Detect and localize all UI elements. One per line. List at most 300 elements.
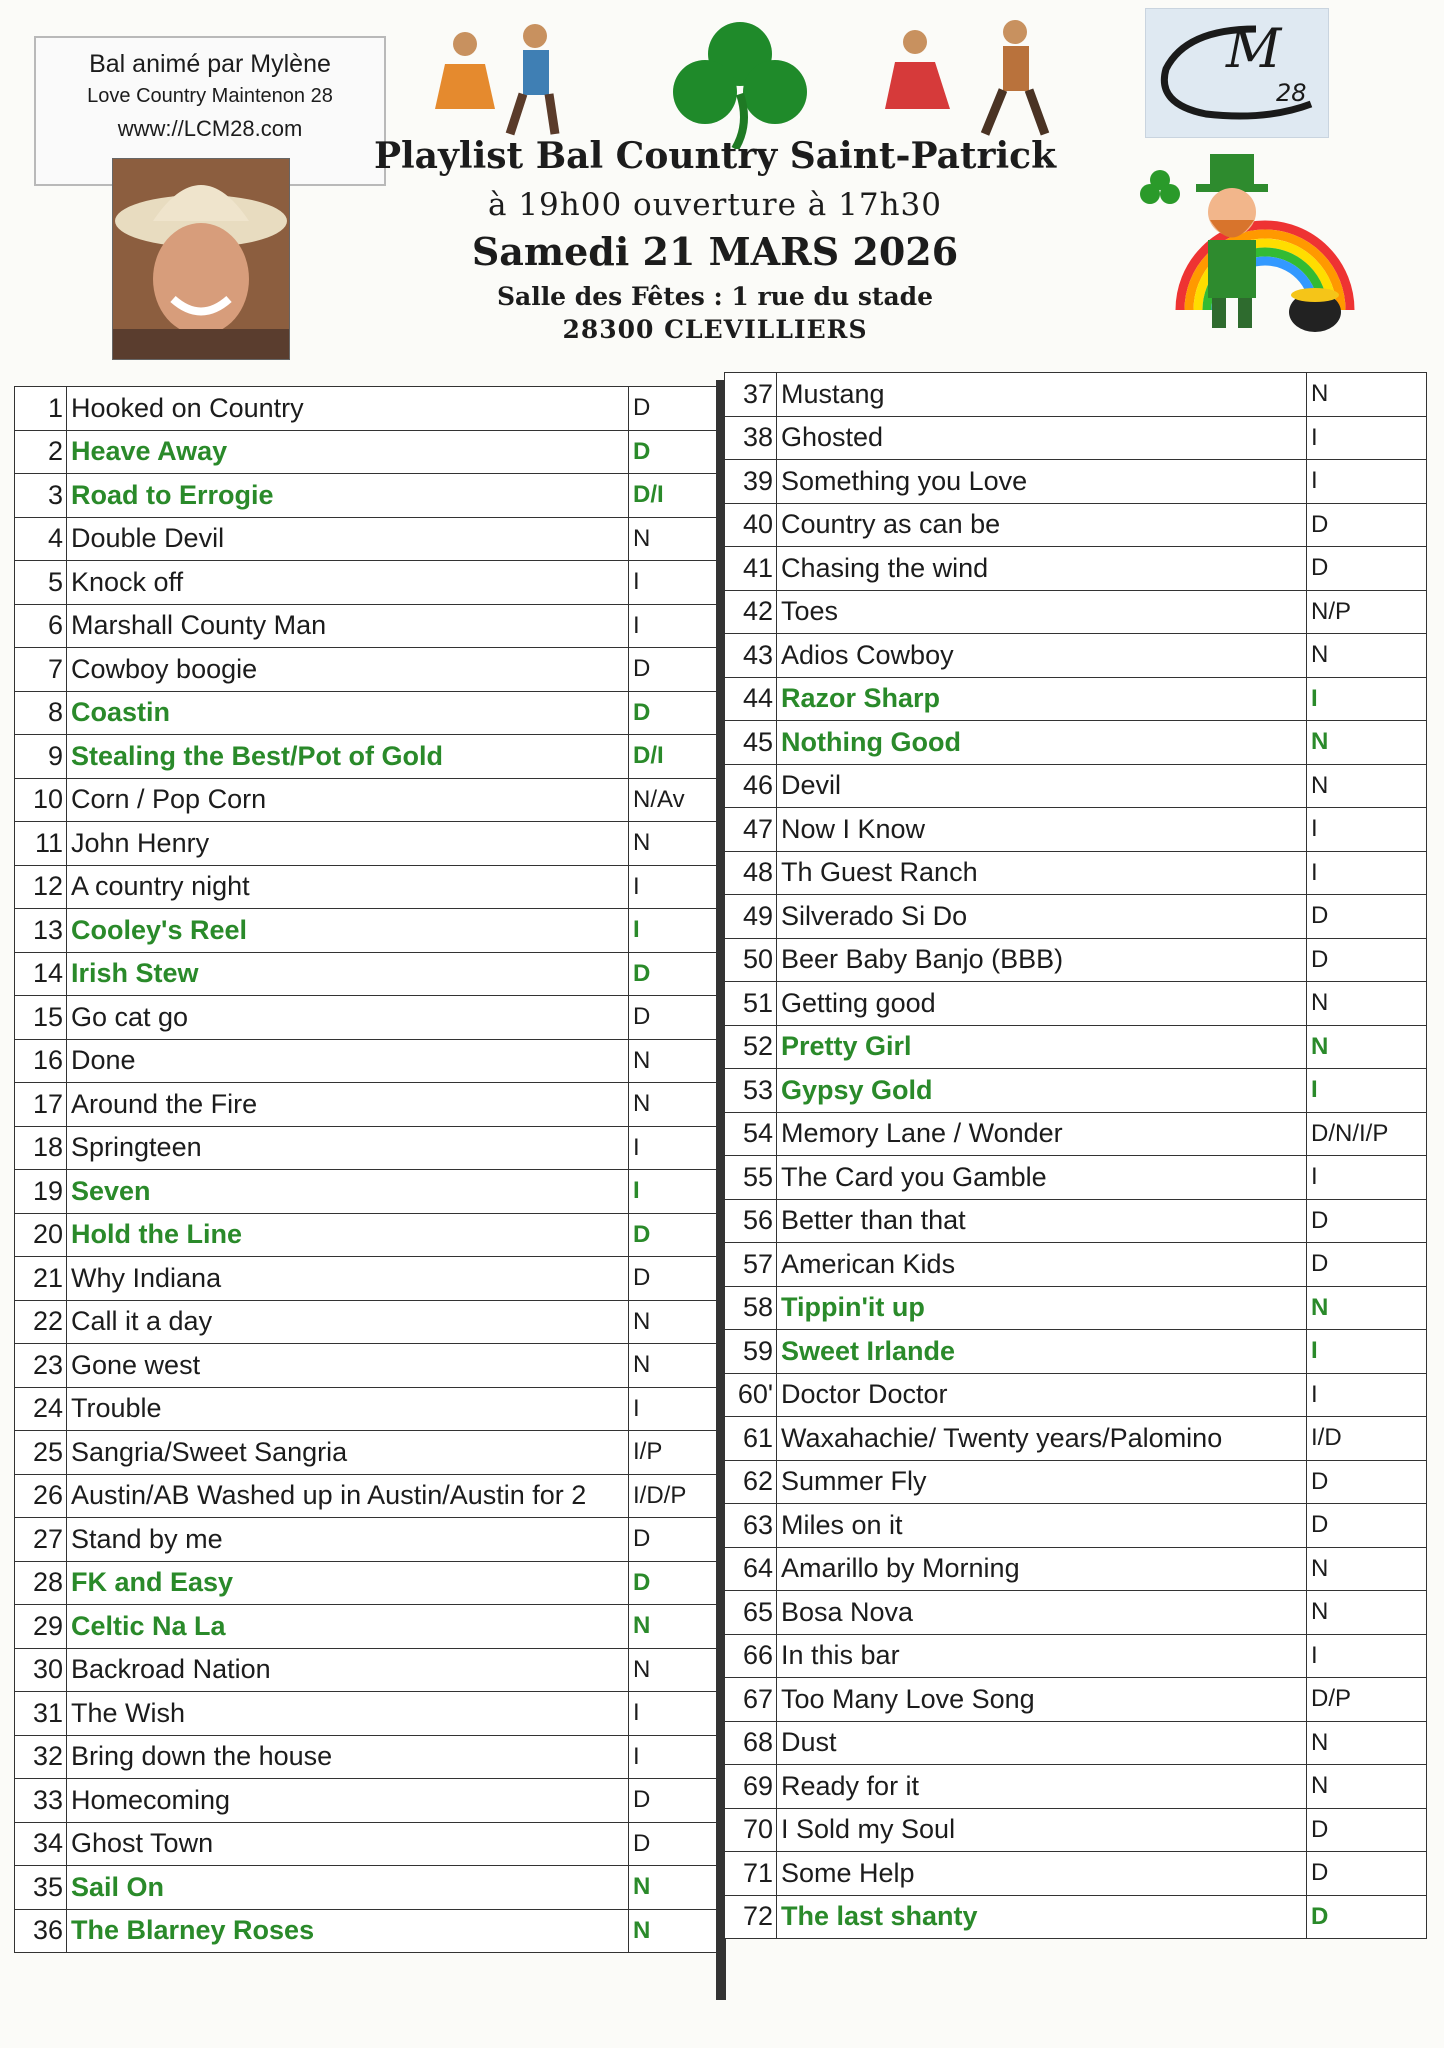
shamrock-icon xyxy=(673,22,807,149)
playlist-row xyxy=(725,1330,1427,1374)
dance-level: I xyxy=(1307,1634,1427,1678)
playlist-row xyxy=(15,604,719,648)
track-name: Springteen xyxy=(67,1126,629,1170)
dance-level: N xyxy=(629,1909,719,1953)
dance-level: N xyxy=(1307,764,1427,808)
dance-level: N xyxy=(629,822,719,866)
track-number: 12 xyxy=(15,865,67,909)
track-name: Chasing the wind xyxy=(777,547,1307,591)
track-number: 39 xyxy=(725,460,777,504)
track-number: 20 xyxy=(15,1213,67,1257)
track-number: 65 xyxy=(725,1591,777,1635)
dance-level: I xyxy=(1307,677,1427,721)
track-number: 51 xyxy=(725,982,777,1026)
dance-level: D xyxy=(629,1257,719,1301)
dance-level: N xyxy=(629,1344,719,1388)
track-number: 10 xyxy=(15,778,67,822)
dance-level: D/N/I/P xyxy=(1307,1112,1427,1156)
track-number: 8 xyxy=(15,691,67,735)
logo-number: 28 xyxy=(1276,79,1307,107)
playlist-row xyxy=(725,1721,1427,1765)
track-name: Marshall County Man xyxy=(67,604,629,648)
track-number: 70 xyxy=(725,1808,777,1852)
dance-level: N xyxy=(1307,1025,1427,1069)
track-name: Memory Lane / Wonder xyxy=(777,1112,1307,1156)
dance-level: I xyxy=(1307,1373,1427,1417)
playlist-row xyxy=(725,1025,1427,1069)
playlist-row xyxy=(725,1156,1427,1200)
dance-level: D xyxy=(629,430,719,474)
track-number: 1 xyxy=(15,387,67,431)
playlist-row xyxy=(15,1387,719,1431)
track-name: Irish Stew xyxy=(67,952,629,996)
playlist-row xyxy=(725,503,1427,547)
track-name: Ready for it xyxy=(777,1765,1307,1809)
playlist-row xyxy=(15,1735,719,1779)
track-name: Knock off xyxy=(67,561,629,605)
track-number: 41 xyxy=(725,547,777,591)
dance-level: I xyxy=(1307,416,1427,460)
playlist-row xyxy=(15,387,719,431)
track-name: Corn / Pop Corn xyxy=(67,778,629,822)
playlist-row xyxy=(725,721,1427,765)
playlist-row xyxy=(15,561,719,605)
dance-level: N xyxy=(1307,721,1427,765)
playlist-row xyxy=(725,1895,1427,1939)
playlist-row xyxy=(15,517,719,561)
dance-level: N xyxy=(629,1039,719,1083)
track-number: 29 xyxy=(15,1605,67,1649)
dance-level: I xyxy=(1307,1330,1427,1374)
track-name: Why Indiana xyxy=(67,1257,629,1301)
dance-level: D xyxy=(629,1518,719,1562)
track-name: Done xyxy=(67,1039,629,1083)
dance-level: I xyxy=(629,1126,719,1170)
track-name: Pretty Girl xyxy=(777,1025,1307,1069)
playlist-row xyxy=(15,952,719,996)
playlist-row xyxy=(725,1286,1427,1330)
track-name: Trouble xyxy=(67,1387,629,1431)
track-name: Beer Baby Banjo (BBB) xyxy=(777,938,1307,982)
logo-letter-m: M xyxy=(1226,17,1282,80)
event-heading xyxy=(340,135,1090,344)
dance-level: I xyxy=(1307,808,1427,852)
track-number: 63 xyxy=(725,1504,777,1548)
playlist-row xyxy=(15,822,719,866)
dance-level: D xyxy=(629,648,719,692)
track-name: Dust xyxy=(777,1721,1307,1765)
dance-level: N xyxy=(1307,1765,1427,1809)
playlist-row xyxy=(725,373,1427,417)
organizer-line: Bal animé par Mylène xyxy=(89,50,331,78)
track-number: 9 xyxy=(15,735,67,779)
track-number: 30 xyxy=(15,1648,67,1692)
dance-level: D xyxy=(629,1213,719,1257)
dance-level: I xyxy=(629,909,719,953)
track-number: 59 xyxy=(725,1330,777,1374)
event-city: 28300 CLEVILLIERS xyxy=(562,315,868,344)
track-name: Mustang xyxy=(777,373,1307,417)
leprechaun-rainbow-image xyxy=(1130,140,1360,340)
playlist-row xyxy=(725,851,1427,895)
track-name: Too Many Love Song xyxy=(777,1678,1307,1722)
dance-level: I xyxy=(629,604,719,648)
track-name: Gone west xyxy=(67,1344,629,1388)
dance-level: D xyxy=(1307,503,1427,547)
track-number: 53 xyxy=(725,1069,777,1113)
track-name: Summer Fly xyxy=(777,1460,1307,1504)
track-number: 47 xyxy=(725,808,777,852)
playlist-row xyxy=(15,1605,719,1649)
track-name: FK and Easy xyxy=(67,1561,629,1605)
playlist-row xyxy=(15,909,719,953)
playlist-row xyxy=(15,1909,719,1953)
track-number: 64 xyxy=(725,1547,777,1591)
dance-level: D xyxy=(629,1779,719,1823)
playlist-row xyxy=(15,1257,719,1301)
track-number: 68 xyxy=(725,1721,777,1765)
track-name: Sail On xyxy=(67,1866,629,1910)
playlist-row xyxy=(725,1547,1427,1591)
dance-level: D xyxy=(629,996,719,1040)
playlist-row xyxy=(15,691,719,735)
track-name: Go cat go xyxy=(67,996,629,1040)
track-name: Nothing Good xyxy=(777,721,1307,765)
track-name: The Blarney Roses xyxy=(67,1909,629,1953)
track-name: Cowboy boogie xyxy=(67,648,629,692)
dance-level: I xyxy=(629,1387,719,1431)
track-name: Austin/AB Washed up in Austin/Austin for 2 xyxy=(67,1474,629,1518)
club-logo xyxy=(1145,8,1329,138)
playlist-row xyxy=(725,895,1427,939)
playlist-row xyxy=(15,1170,719,1214)
playlist-row xyxy=(725,1504,1427,1548)
track-number: 40 xyxy=(725,503,777,547)
playlist-row xyxy=(15,1344,719,1388)
event-venue: Salle des Fêtes : 1 rue du stade xyxy=(496,282,934,311)
track-number: 7 xyxy=(15,648,67,692)
track-number: 19 xyxy=(15,1170,67,1214)
track-number: 31 xyxy=(15,1692,67,1736)
track-name: Stealing the Best/Pot of Gold xyxy=(67,735,629,779)
track-number: 2 xyxy=(15,430,67,474)
track-number: 58 xyxy=(725,1286,777,1330)
track-name: Better than that xyxy=(777,1199,1307,1243)
dance-level: I/D/P xyxy=(629,1474,719,1518)
track-number: 49 xyxy=(725,895,777,939)
track-name: A country night xyxy=(67,865,629,909)
dance-level: N/Av xyxy=(629,778,719,822)
dance-level: D xyxy=(1307,1808,1427,1852)
playlist-row xyxy=(15,1431,719,1475)
track-number: 38 xyxy=(725,416,777,460)
track-name: Th Guest Ranch xyxy=(777,851,1307,895)
playlist-row xyxy=(15,735,719,779)
track-number: 71 xyxy=(725,1852,777,1896)
track-name: Stand by me xyxy=(67,1518,629,1562)
track-number: 4 xyxy=(15,517,67,561)
track-name: Double Devil xyxy=(67,517,629,561)
event-time: à 19h00 ouverture à 17h30 xyxy=(488,187,942,223)
track-number: 42 xyxy=(725,590,777,634)
playlist-row xyxy=(15,865,719,909)
dance-level: N xyxy=(629,1083,719,1127)
track-number: 37 xyxy=(725,373,777,417)
track-number: 23 xyxy=(15,1344,67,1388)
dance-level: D/I xyxy=(629,474,719,518)
playlist-row xyxy=(15,1648,719,1692)
track-number: 27 xyxy=(15,1518,67,1562)
track-number: 61 xyxy=(725,1417,777,1461)
track-name: The Card you Gamble xyxy=(777,1156,1307,1200)
track-number: 69 xyxy=(725,1765,777,1809)
dance-level: I xyxy=(1307,1156,1427,1200)
track-number: 46 xyxy=(725,764,777,808)
dance-level: D xyxy=(629,952,719,996)
dance-level: N/P xyxy=(1307,590,1427,634)
track-name: Country as can be xyxy=(777,503,1307,547)
dance-level: N xyxy=(1307,982,1427,1026)
dance-level: D xyxy=(629,1561,719,1605)
dance-level: N xyxy=(1307,1547,1427,1591)
dance-level: D/P xyxy=(1307,1678,1427,1722)
playlist-row xyxy=(15,1126,719,1170)
track-number: 26 xyxy=(15,1474,67,1518)
track-number: 13 xyxy=(15,909,67,953)
playlist-row xyxy=(725,1765,1427,1809)
dance-level: N xyxy=(1307,634,1427,678)
playlist-row xyxy=(725,1460,1427,1504)
dance-level: D xyxy=(1307,1460,1427,1504)
track-name: Cooley's Reel xyxy=(67,909,629,953)
track-name: Heave Away xyxy=(67,430,629,474)
track-number: 60' xyxy=(725,1373,777,1417)
track-name: Something you Love xyxy=(777,460,1307,504)
dance-level: D xyxy=(629,1822,719,1866)
track-name: Some Help xyxy=(777,1852,1307,1896)
track-name: Hooked on Country xyxy=(67,387,629,431)
track-name: Celtic Na La xyxy=(67,1605,629,1649)
dancer-couple-right-image xyxy=(885,20,1045,134)
track-name: Devil xyxy=(777,764,1307,808)
playlist-row xyxy=(15,1039,719,1083)
dancer-couple-left-image xyxy=(435,24,555,134)
dance-level: D xyxy=(1307,1504,1427,1548)
playlist-row xyxy=(15,778,719,822)
playlist-row xyxy=(725,416,1427,460)
playlist-row xyxy=(725,808,1427,852)
track-name: Razor Sharp xyxy=(777,677,1307,721)
playlist-row xyxy=(725,938,1427,982)
dance-level: D xyxy=(1307,1199,1427,1243)
track-name: Amarillo by Morning xyxy=(777,1547,1307,1591)
dance-level: D xyxy=(629,387,719,431)
playlist-row xyxy=(725,1808,1427,1852)
track-name: Ghosted xyxy=(777,416,1307,460)
playlist-row xyxy=(725,677,1427,721)
track-number: 22 xyxy=(15,1300,67,1344)
playlist-row xyxy=(15,1083,719,1127)
playlist-row xyxy=(725,460,1427,504)
playlist-row xyxy=(725,1678,1427,1722)
track-number: 21 xyxy=(15,1257,67,1301)
dance-level: I/P xyxy=(629,1431,719,1475)
track-number: 54 xyxy=(725,1112,777,1156)
track-number: 62 xyxy=(725,1460,777,1504)
dance-level: I xyxy=(629,1735,719,1779)
playlist-row xyxy=(725,1634,1427,1678)
track-name: Road to Errogie xyxy=(67,474,629,518)
track-name: Ghost Town xyxy=(67,1822,629,1866)
dance-level: D xyxy=(1307,547,1427,591)
track-name: Miles on it xyxy=(777,1504,1307,1548)
playlist-row xyxy=(15,1822,719,1866)
track-name: Doctor Doctor xyxy=(777,1373,1307,1417)
track-number: 45 xyxy=(725,721,777,765)
track-number: 25 xyxy=(15,1431,67,1475)
shamrock-small-icon xyxy=(1140,170,1180,204)
track-name: John Henry xyxy=(67,822,629,866)
playlist-row xyxy=(15,430,719,474)
pot-of-gold-icon xyxy=(1289,288,1341,332)
playlist-row xyxy=(725,1417,1427,1461)
track-name: I Sold my Soul xyxy=(777,1808,1307,1852)
track-number: 57 xyxy=(725,1243,777,1287)
dance-level: D/I xyxy=(629,735,719,779)
track-name: Bosa Nova xyxy=(777,1591,1307,1635)
track-name: Bring down the house xyxy=(67,1735,629,1779)
track-number: 28 xyxy=(15,1561,67,1605)
track-name: Coastin xyxy=(67,691,629,735)
playlist-row xyxy=(725,1243,1427,1287)
track-name: Getting good xyxy=(777,982,1307,1026)
playlist-row xyxy=(725,1069,1427,1113)
playlist-row xyxy=(15,1474,719,1518)
dance-level: N xyxy=(1307,1591,1427,1635)
playlist-row xyxy=(15,1300,719,1344)
track-number: 6 xyxy=(15,604,67,648)
playlist-row xyxy=(15,996,719,1040)
track-number: 33 xyxy=(15,1779,67,1823)
dance-level: I xyxy=(629,865,719,909)
dance-level: N xyxy=(1307,1286,1427,1330)
track-number: 3 xyxy=(15,474,67,518)
dance-level: D xyxy=(1307,1895,1427,1939)
playlist-row xyxy=(15,1213,719,1257)
dance-level: N xyxy=(1307,373,1427,417)
playlist-row xyxy=(15,648,719,692)
dance-level: I xyxy=(1307,460,1427,504)
playlist-row xyxy=(725,590,1427,634)
track-number: 34 xyxy=(15,1822,67,1866)
track-number: 48 xyxy=(725,851,777,895)
track-name: Gypsy Gold xyxy=(777,1069,1307,1113)
track-number: 67 xyxy=(725,1678,777,1722)
dance-level: N xyxy=(629,1648,719,1692)
dance-level: I/D xyxy=(1307,1417,1427,1461)
track-number: 55 xyxy=(725,1156,777,1200)
track-name: The last shanty xyxy=(777,1895,1307,1939)
track-name: Around the Fire xyxy=(67,1083,629,1127)
track-name: Hold the Line xyxy=(67,1213,629,1257)
track-name: The Wish xyxy=(67,1692,629,1736)
track-number: 36 xyxy=(15,1909,67,1953)
playlist-row xyxy=(15,1561,719,1605)
dance-level: N xyxy=(629,1300,719,1344)
lcm28-logo-icon xyxy=(1146,9,1328,137)
track-number: 18 xyxy=(15,1126,67,1170)
dance-level: D xyxy=(1307,1852,1427,1896)
track-name: Homecoming xyxy=(67,1779,629,1823)
track-number: 44 xyxy=(725,677,777,721)
track-number: 11 xyxy=(15,822,67,866)
playlist-table-left xyxy=(14,386,719,1953)
track-number: 5 xyxy=(15,561,67,605)
dance-level: N xyxy=(629,1866,719,1910)
playlist-row xyxy=(725,982,1427,1026)
dance-level: D xyxy=(1307,938,1427,982)
track-name: Call it a day xyxy=(67,1300,629,1344)
dance-level: I xyxy=(1307,851,1427,895)
track-number: 43 xyxy=(725,634,777,678)
track-number: 66 xyxy=(725,1634,777,1678)
playlist-row xyxy=(725,764,1427,808)
dance-level: D xyxy=(1307,1243,1427,1287)
club-name: Love Country Maintenon 28 xyxy=(87,85,333,107)
playlist-row xyxy=(15,474,719,518)
track-name: Adios Cowboy xyxy=(777,634,1307,678)
playlist-row xyxy=(725,1199,1427,1243)
playlist-row xyxy=(725,1591,1427,1635)
dance-level: N xyxy=(629,517,719,561)
track-number: 56 xyxy=(725,1199,777,1243)
track-name: Seven xyxy=(67,1170,629,1214)
playlist-row xyxy=(15,1779,719,1823)
track-number: 17 xyxy=(15,1083,67,1127)
playlist-table-right xyxy=(724,372,1427,1939)
playlist-row xyxy=(15,1518,719,1562)
event-date: Samedi 21 MARS 2026 xyxy=(471,229,959,274)
playlist-title: Playlist Bal Country Saint-Patrick xyxy=(373,135,1057,177)
dance-level: D xyxy=(1307,895,1427,939)
dance-level: D xyxy=(629,691,719,735)
track-number: 50 xyxy=(725,938,777,982)
track-number: 15 xyxy=(15,996,67,1040)
playlist-row xyxy=(725,1852,1427,1896)
track-name: Now I Know xyxy=(777,808,1307,852)
dance-level: I xyxy=(629,561,719,605)
playlist-row xyxy=(725,1112,1427,1156)
playlist-row xyxy=(15,1692,719,1736)
track-name: Sweet Irlande xyxy=(777,1330,1307,1374)
dance-level: I xyxy=(629,1692,719,1736)
playlist-row xyxy=(725,547,1427,591)
playlist-row xyxy=(725,634,1427,678)
track-name: American Kids xyxy=(777,1243,1307,1287)
track-name: Sangria/Sweet Sangria xyxy=(67,1431,629,1475)
dance-level: I xyxy=(629,1170,719,1214)
track-name: Tippin'it up xyxy=(777,1286,1307,1330)
playlist-row xyxy=(725,1373,1427,1417)
track-name: Toes xyxy=(777,590,1307,634)
animator-photo xyxy=(112,158,290,360)
track-number: 35 xyxy=(15,1866,67,1910)
playlist-row xyxy=(15,1866,719,1910)
website-link[interactable]: www://LCM28.com xyxy=(117,116,303,141)
track-number: 16 xyxy=(15,1039,67,1083)
track-number: 72 xyxy=(725,1895,777,1939)
dance-level: I xyxy=(1307,1069,1427,1113)
